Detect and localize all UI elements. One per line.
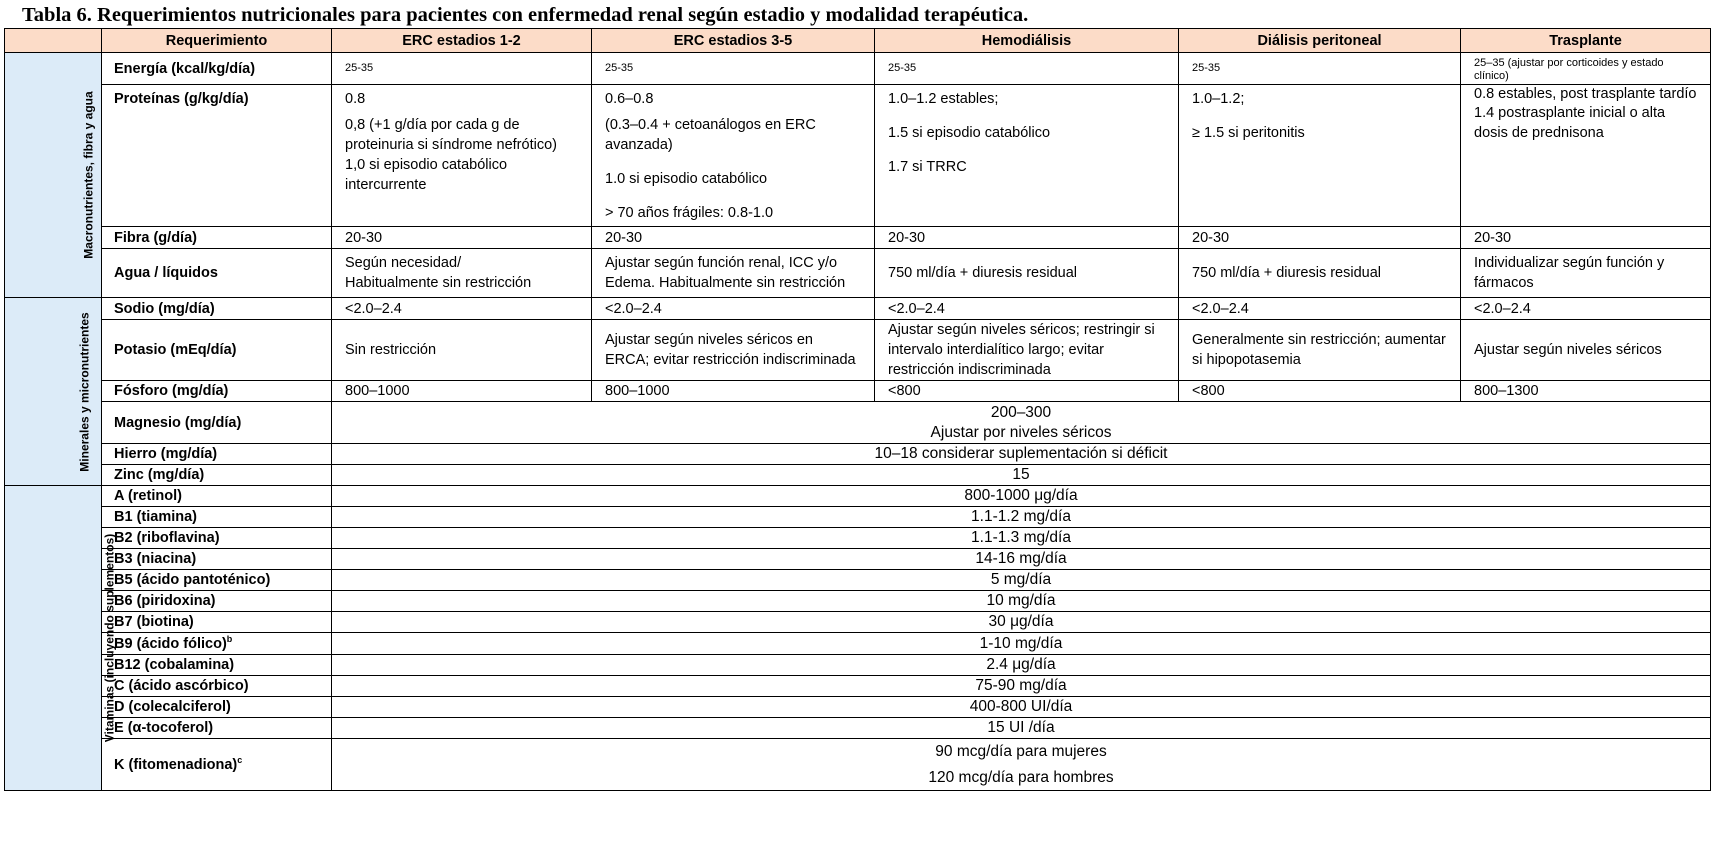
- req-label: [102, 655, 332, 676]
- text-line: 0.6–0.8: [605, 91, 654, 107]
- row-potasio: [5, 320, 1711, 381]
- cell-energia-erc35: 25-35: [592, 53, 875, 85]
- text-line: 0.8 estables, post trasplante tardío: [1474, 86, 1697, 102]
- req-label: [102, 507, 332, 528]
- req-label: Agua / líquidos: [102, 249, 332, 298]
- cell-fibra-tx: 20-30: [1461, 227, 1711, 249]
- cell-energia-hd: 25-35: [875, 53, 1179, 85]
- cell-agua-erc12: [332, 249, 592, 298]
- cell-fibra-erc12: 20-30: [332, 227, 592, 249]
- req-label: [102, 528, 332, 549]
- req-label: Magnesio (mg/día): [102, 402, 332, 444]
- cell-potasio-erc12: Sin restricción: [332, 320, 592, 381]
- cell-agua-hd: 750 ml/día + diuresis residual: [875, 249, 1179, 298]
- text-line: 90 mcg/día para mujeres: [935, 742, 1107, 760]
- cell-vitamin-value: 75-90 mg/día: [332, 676, 1711, 697]
- table-title: Tabla 6. Requerimientos nutricionales para pacientes con enfermedad renal según estadio y modalidad terapéutica.: [22, 4, 1029, 26]
- table-row: [5, 655, 1711, 676]
- cell-vitamin-k: [332, 739, 1711, 791]
- row-magnesio: [5, 402, 1711, 444]
- text-line: 1.0–1.2;: [1192, 91, 1245, 107]
- vitamin-name: C (ácido ascórbico): [114, 678, 249, 694]
- text-line: 1.7 si TRRC: [888, 159, 967, 175]
- cell-proteinas-dp: [1179, 85, 1461, 227]
- cell-hierro: 10–18 considerar suplementación si déficit: [332, 444, 1711, 465]
- footnote-marker: c: [237, 754, 243, 765]
- footnote-marker: b: [226, 633, 233, 644]
- req-label: [102, 612, 332, 633]
- row-hierro: [5, 444, 1711, 465]
- cell-fibra-hd: 20-30: [875, 227, 1179, 249]
- col-header-trasplante: Trasplante: [1461, 29, 1711, 53]
- header-blank-cell: [5, 29, 102, 53]
- table-row: [5, 697, 1711, 718]
- req-label: [102, 676, 332, 697]
- cell-potasio-dp: Generalmente sin restricción; aumentar si hipopotasemia: [1179, 320, 1461, 381]
- row-fibra: [5, 227, 1711, 249]
- table-row: [5, 549, 1711, 570]
- cell-agua-tx: Individualizar según función y fármacos: [1461, 249, 1711, 298]
- cell-energia-erc12: 25-35: [332, 53, 592, 85]
- row-agua: [5, 249, 1711, 298]
- col-header-hemodialisis: Hemodiálisis: [875, 29, 1179, 53]
- cell-potasio-erc35: Ajustar según niveles séricos en ERCA; evitar restricción indiscriminada: [592, 320, 875, 381]
- req-label: [102, 718, 332, 739]
- cell-proteinas-tx: [1461, 85, 1711, 227]
- cell-fosforo-erc35: 800–1000: [592, 381, 875, 402]
- vitamin-name: D (colecalciferol): [114, 699, 231, 715]
- cell-vitamin-value: 1-10 mg/día: [332, 633, 1711, 655]
- req-label: Potasio (mEq/día): [102, 320, 332, 381]
- cell-vitamin-value: 800-1000 μg/día: [332, 486, 1711, 507]
- cell-proteinas-hd: [875, 85, 1179, 227]
- cell-vitamin-value: 5 mg/día: [332, 570, 1711, 591]
- table-row: [5, 633, 1711, 655]
- text-line: 0,8 (+1 g/día por cada g de proteinuria si síndrome nefrótico): [345, 117, 557, 153]
- text-line: Según necesidad/: [345, 255, 462, 271]
- table-container: [4, 2, 1710, 791]
- vitamin-name: B12 (cobalamina): [114, 657, 235, 673]
- cell-magnesio: [332, 402, 1711, 444]
- nutrition-table: [4, 28, 1711, 791]
- req-label: [102, 570, 332, 591]
- cell-vitamin-value: 15 UI /día: [332, 718, 1711, 739]
- row-energia: [5, 53, 1711, 85]
- cell-energia-dp: 25-35: [1179, 53, 1461, 85]
- section-macro-text: Macronutrientes, fibra y agua: [81, 91, 96, 259]
- text-line: (0.3–0.4 + cetoanálogos en ERC avanzada): [605, 117, 816, 153]
- cell-agua-erc35: Ajustar según función renal, ICC y/o Edema. Habitualmente sin restricción: [592, 249, 875, 298]
- row-fosforo: [5, 381, 1711, 402]
- text-line: 120 mcg/día para hombres: [928, 768, 1114, 786]
- vitamin-name: A (retinol): [114, 488, 182, 504]
- text-line: 200–300: [990, 403, 1052, 421]
- cell-sodio-erc35: <2.0–2.4: [592, 298, 875, 320]
- cell-fosforo-dp: <800: [1179, 381, 1461, 402]
- cell-proteinas-erc35: [592, 85, 875, 227]
- table-row: [5, 570, 1711, 591]
- cell-agua-dp: 750 ml/día + diuresis residual: [1179, 249, 1461, 298]
- text-line: 1.5 si episodio catabólico: [888, 125, 1051, 141]
- table-row: [5, 739, 1711, 791]
- col-header-dialisis-peritoneal: Diálisis peritoneal: [1179, 29, 1461, 53]
- req-label: Hierro (mg/día): [102, 444, 332, 465]
- col-header-erc-3-5: ERC estadios 3-5: [592, 29, 875, 53]
- vitamin-name: B1 (tiamina): [114, 509, 197, 525]
- vitamin-name: B2 (riboflavina): [114, 530, 220, 546]
- row-sodio: [5, 298, 1711, 320]
- row-proteinas: [5, 85, 1711, 227]
- vitamin-name: E (α-tocoferol): [114, 720, 214, 736]
- vitamin-name: B9 (ácido fólico): [114, 635, 227, 652]
- req-label: [102, 633, 332, 655]
- req-label: Sodio (mg/día): [102, 298, 332, 320]
- cell-vitamin-value: 14-16 mg/día: [332, 549, 1711, 570]
- col-header-requerimiento: Requerimiento: [102, 29, 332, 53]
- vitamin-name: K (fitomenadiona): [114, 756, 238, 773]
- cell-sodio-erc12: <2.0–2.4: [332, 298, 592, 320]
- table-row: [5, 676, 1711, 697]
- cell-potasio-tx: Ajustar según niveles séricos: [1461, 320, 1711, 381]
- cell-vitamin-value: 1.1-1.2 mg/día: [332, 507, 1711, 528]
- text-line: Ajustar por niveles séricos: [930, 423, 1112, 441]
- table-row: [5, 486, 1711, 507]
- cell-proteinas-erc12: [332, 85, 592, 227]
- cell-vitamin-value: 10 mg/día: [332, 591, 1711, 612]
- cell-vitamin-value: 2.4 μg/día: [332, 655, 1711, 676]
- text-line: Habitualmente sin restricción: [345, 275, 532, 291]
- vitamin-name: B5 (ácido pantoténico): [114, 572, 271, 588]
- text-line: > 70 años frágiles: 0.8-1.0: [605, 205, 774, 221]
- text-line: 1.0–1.2 estables;: [888, 91, 999, 107]
- cell-zinc: 15: [332, 465, 1711, 486]
- section-label-vitamins: [5, 486, 117, 791]
- row-zinc: [5, 465, 1711, 486]
- cell-fibra-dp: 20-30: [1179, 227, 1461, 249]
- cell-vitamin-value: 1.1-1.3 mg/día: [332, 528, 1711, 549]
- req-label: Fibra (g/día): [102, 227, 332, 249]
- table-row: [5, 528, 1711, 549]
- req-label: [102, 697, 332, 718]
- cell-fibra-erc35: 20-30: [592, 227, 875, 249]
- table-row: [5, 591, 1711, 612]
- cell-fosforo-erc12: 800–1000: [332, 381, 592, 402]
- req-label: [102, 739, 332, 791]
- req-label: Fósforo (mg/día): [102, 381, 332, 402]
- table-row: [5, 718, 1711, 739]
- table-row: [5, 612, 1711, 633]
- cell-energia-tx: 25–35 (ajustar por corticoides y estado clínico): [1461, 53, 1711, 85]
- req-label: Proteínas (g/kg/día): [102, 85, 332, 227]
- cell-fosforo-hd: <800: [875, 381, 1179, 402]
- table-row: [5, 507, 1711, 528]
- col-header-erc-1-2: ERC estadios 1-2: [332, 29, 592, 53]
- req-label: Zinc (mg/día): [102, 465, 332, 486]
- section-label-minerals: [5, 298, 102, 486]
- cell-potasio-hd: Ajustar según niveles séricos; restringir si intervalo interdialítico largo; evitar restricción indiscriminada: [875, 320, 1179, 381]
- text-line: 1.4 postrasplante inicial o alta dosis de prednisona: [1474, 105, 1666, 141]
- cell-vitamin-value: 400-800 UI/día: [332, 697, 1711, 718]
- text-line: 0.8: [345, 91, 366, 107]
- header-row: [5, 29, 1711, 53]
- cell-sodio-hd: <2.0–2.4: [875, 298, 1179, 320]
- req-label: [102, 486, 332, 507]
- req-label: [102, 591, 332, 612]
- section-label-macro: [5, 53, 102, 298]
- vitamin-name: B6 (piridoxina): [114, 593, 216, 609]
- req-label: Energía (kcal/kg/día): [102, 53, 332, 85]
- cell-vitamin-value: 30 μg/día: [332, 612, 1711, 633]
- section-minerals-text: Minerales y micronutrientes: [77, 311, 92, 472]
- text-line: ≥ 1.5 si peritonitis: [1192, 125, 1305, 141]
- vitamin-name: B7 (biotina): [114, 614, 194, 630]
- text-line: 1,0 si episodio catabólico intercurrente: [345, 157, 508, 193]
- cell-fosforo-tx: 800–1300: [1461, 381, 1711, 402]
- section-vitamins-text: Vitaminas (incluyendo suplementos): [102, 533, 117, 743]
- cell-sodio-dp: <2.0–2.4: [1179, 298, 1461, 320]
- vitamin-name: B3 (niacina): [114, 551, 197, 567]
- req-label: [102, 549, 332, 570]
- text-line: 1.0 si episodio catabólico: [605, 171, 768, 187]
- cell-sodio-tx: <2.0–2.4: [1461, 298, 1711, 320]
